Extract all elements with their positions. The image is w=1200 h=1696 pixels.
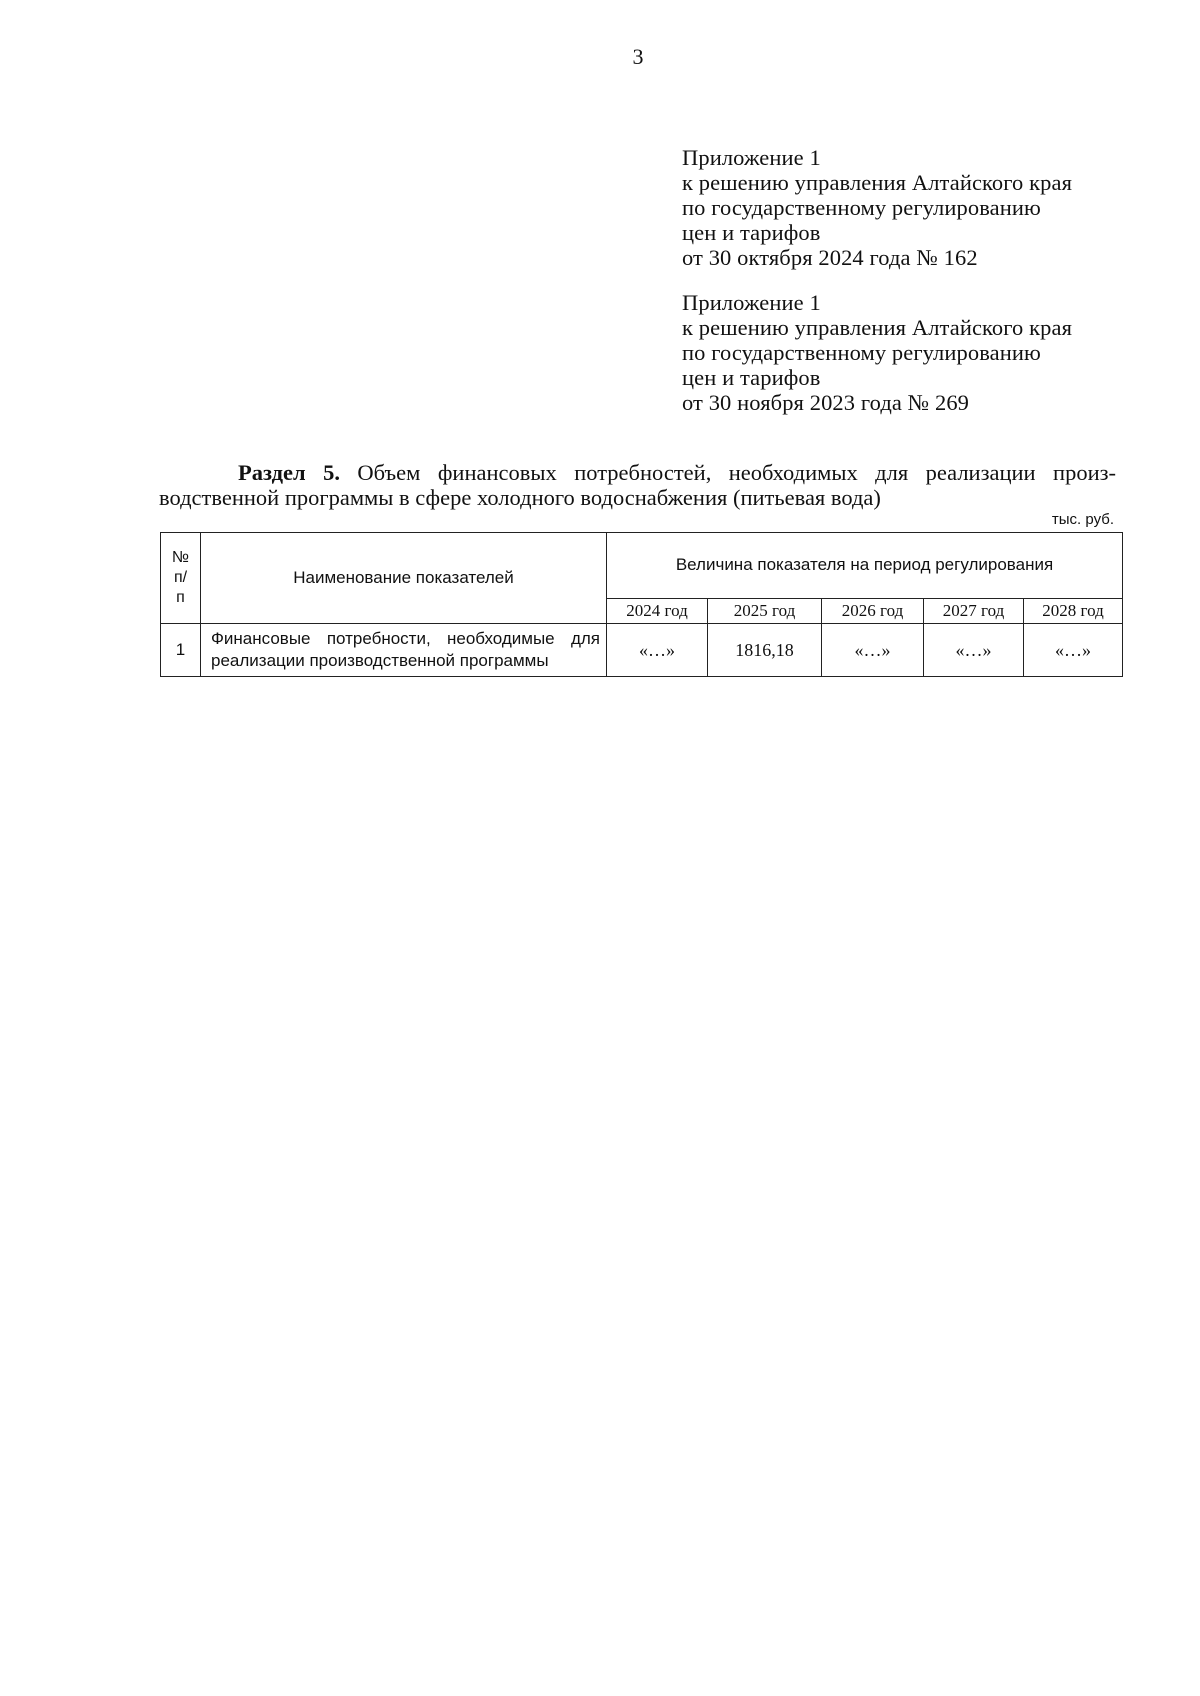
section-title-part1: Объем финансовых потребностей, необходимых для реализации произ- <box>357 460 1117 485</box>
appendix-line: к решению управления Алтайского края <box>682 170 1073 195</box>
header-year: 2027 год <box>924 598 1024 623</box>
appendix-line: цен и тарифов <box>682 365 821 390</box>
units-label: тыс. руб. <box>1051 511 1114 528</box>
header-number: № п/ п <box>161 533 201 624</box>
table-row <box>161 624 1123 677</box>
appendix-line: от 30 ноября 2023 года № 269 <box>682 390 970 415</box>
appendix-block-previous <box>682 290 1072 415</box>
header-regulation-period: Величина показателя на период регулирования <box>607 533 1123 599</box>
appendix-line: от 30 октября 2024 года № 162 <box>682 245 978 270</box>
header-indicator-name: Наименование показателей <box>201 533 607 624</box>
page-number: 3 <box>632 44 644 69</box>
header-year: 2025 год <box>708 598 822 623</box>
header-year: 2026 год <box>822 598 924 623</box>
section-heading-line1 <box>159 460 1116 485</box>
appendix-line: по государственному регулированию <box>682 340 1041 365</box>
section-heading <box>159 460 1116 510</box>
row-value: «…» <box>1024 624 1123 677</box>
section-label: Раздел 5. <box>238 460 340 485</box>
row-number: 1 <box>161 624 201 677</box>
row-value: «…» <box>924 624 1024 677</box>
row-indicator-name: Финансовые потребности, необходимые для реализации производственной программы <box>201 624 607 677</box>
appendix-line: цен и тарифов <box>682 220 821 245</box>
row-value: «…» <box>822 624 924 677</box>
appendix-line: Приложение 1 <box>682 290 821 315</box>
appendix-line: к решению управления Алтайского края <box>682 315 1073 340</box>
header-year: 2028 год <box>1024 598 1123 623</box>
row-value: «…» <box>607 624 708 677</box>
appendix-block-current <box>682 145 1072 270</box>
table-header-row <box>161 533 1123 599</box>
section-title-part2: водственной программы в сфере холодного водоснабжения (питьевая вода) <box>159 485 881 510</box>
row-value: 1816,18 <box>708 624 822 677</box>
header-year: 2024 год <box>607 598 708 623</box>
financial-needs-table <box>160 532 1123 677</box>
appendix-line: Приложение 1 <box>682 145 821 170</box>
appendix-line: по государственному регулированию <box>682 195 1041 220</box>
